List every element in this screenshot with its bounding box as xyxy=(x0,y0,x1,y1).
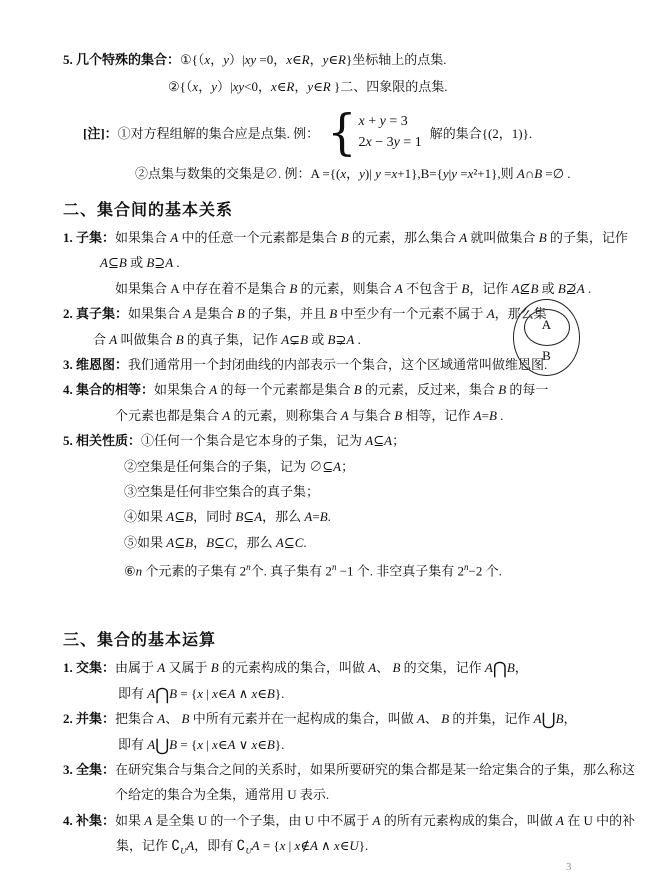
universal-set-line-1: 3. 全集：在研究集合与集合之间的关系时，如果所要研究的集合都是某一给定集合的子集，那么称这 xyxy=(63,762,636,778)
proper-subset-line-1: 2. 真子集：如果集合 A 是集合 B 的子集，并且 B 中至少有一个元素不属于 A，那么集 xyxy=(63,306,547,322)
equation-2: 2x − 3y = 1 xyxy=(358,135,422,150)
set-equality-line-1: 4. 集合的相等：如果集合 A 的每一个元素都是集合 B 的元素，反过来，集合 B 的每一 xyxy=(63,382,549,398)
special-sets-line-1: 5. 几个特殊的集合：①{（x，y）|xy =0，x∈R，y∈R}坐标轴上的点集. xyxy=(63,52,447,67)
properties-line-3: ③空集是任何非空集合的真子集； xyxy=(124,483,320,499)
subset-line-3: 如果集合 A 中存在着不是集合 B 的元素，则集合 A 不包含于 B，记作 A⊈B 或 B⊉A . xyxy=(115,280,592,296)
venn-diagram-line-1: 3. 维恩图：我们通常用一个封闭曲线的内部表示一个集合，这个区域通常叫做维恩图. xyxy=(63,356,548,372)
section3-heading: 三、集合的基本运算 xyxy=(63,632,217,650)
complement-line-1: 4. 补集：如果 A 是全集 U 的一个子集，由 U 中不属于 A 的所有元素构成的集合，叫做 A 在 U 中的补 xyxy=(63,812,636,828)
universal-set-line-2: 个给定的集合为全集，通常用 U 表示. xyxy=(115,787,330,803)
intersection-line-1: 1. 交集：由属于 A 又属于 B 的元素构成的集合，叫做 A、 B 的交集，记作 A⋂B， xyxy=(63,659,528,680)
complement-line-2: 集，记作 $∁_UA$，即有 $∁_UA = \{x$ | x∉A ∧ x∈U}. xyxy=(116,838,369,856)
note-pre-text: ①对方程组解的集合应是点集. 例： xyxy=(117,125,320,141)
section2-heading: 二、集合间的基本关系 xyxy=(63,202,234,219)
page-number: 3 xyxy=(566,861,572,873)
note-block xyxy=(83,103,650,161)
properties-line-1: 5. 相关性质：①任何一个集合是它本身的子集，记为 A⊆A； xyxy=(63,433,406,449)
note-post-text: 解的集合{(2，1)}. xyxy=(429,125,533,141)
set-equality-line-2: 个元素也都是集合 A 的元素，则称集合 A 与集合 B 相等，记作 A=B . xyxy=(115,407,504,423)
system-brace-icon: { xyxy=(327,103,357,161)
subset-line-2: A⊆B 或 B⊇A . xyxy=(100,255,180,271)
venn-label-a: A xyxy=(541,317,552,332)
equation-column xyxy=(358,111,421,153)
union-line-1: 2. 并集：把集合 A、 B 中所有元素并在一起构成的集合，叫做 A、 B 的并集，记作 A⋃B， xyxy=(63,710,577,731)
properties-line-4: ④如果 A⊆B，同时 B⊆A，那么 A=B. xyxy=(124,509,331,525)
venn-label-b: B xyxy=(542,348,551,363)
proper-subset-line-2: 合 A 叫做集合 B 的真子集，记作 A⊊B 或 B⊋A . xyxy=(93,331,361,347)
properties-line-2: ②空集是任何集合的子集，记为 ∅⊆A； xyxy=(124,458,355,474)
subset-line-1: 1. 子集：如果集合 A 中的任意一个元素都是集合 B 的元素，那么集合 A 就叫做集合 B 的子集，记作 xyxy=(63,230,628,245)
properties-line-6: ⑥n 个元素的子集有 2$^n$个. 真子集有 $2^n -1$ 个. 非空真子集有 $2^n-2$ 个. xyxy=(124,562,502,579)
note-label: [注]： xyxy=(83,125,118,141)
equation-system xyxy=(327,103,422,161)
special-sets-line-2: ②{（x，y）|xy<0，x∈R，y∈R }二、四象限的点集. xyxy=(168,79,448,94)
venn-diagram xyxy=(513,299,583,379)
union-line-2: 即有 A⋃B = {x | x∈A ∨ x∈B}. xyxy=(118,735,285,756)
intersection-line-2: 即有 A⋂B = {x | x∈A ∧ x∈B}. xyxy=(118,684,285,705)
properties-line-5: ⑤如果 A⊆B，B⊆C，那么 A⊆C. xyxy=(124,534,307,550)
special-sets-line-4: ②点集与数集的交集是∅. 例：A ={(x，y)| y =x+1},B={y|y =x²+1},则 A∩B =∅ . xyxy=(135,166,571,181)
equation-1: x + y = 3 xyxy=(358,114,408,129)
